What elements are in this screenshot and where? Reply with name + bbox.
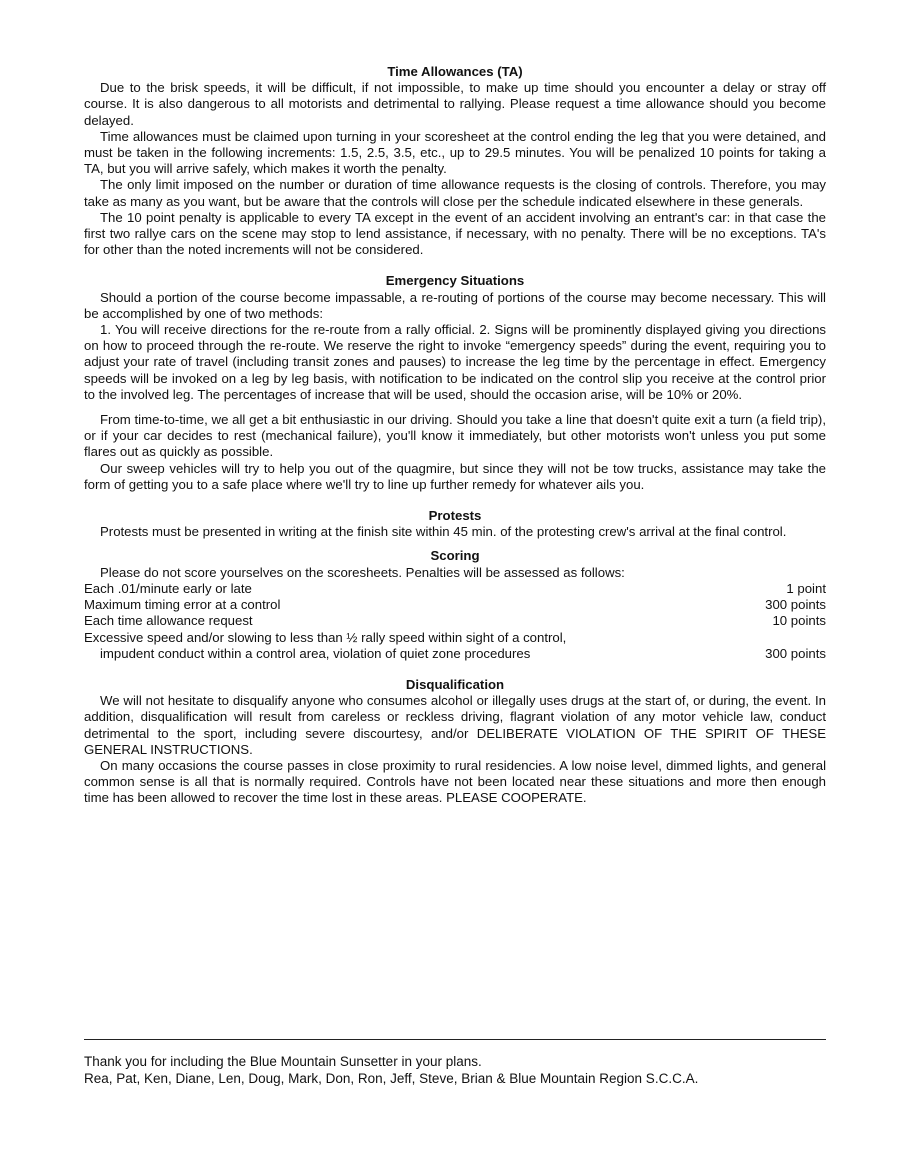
section-scoring <box>84 548 826 661</box>
penalty-row <box>84 581 826 597</box>
penalty-row <box>84 613 826 629</box>
paragraph: Should a portion of the course become impassable, a re-routing of portions of the course may become necessary. This will be accomplished by one of two methods: <box>84 289 826 321</box>
scoring-intro: Please do not score yourselves on the scoresheets. Penalties will be assessed as follows: <box>100 564 625 580</box>
section-time-allowances <box>84 64 826 258</box>
penalty-label-line: impudent conduct within a control area, violation of quiet zone procedures <box>100 645 531 661</box>
section-heading: Protests <box>428 508 482 524</box>
section-heading: Disqualification <box>405 676 505 692</box>
paragraph: On many occasions the course passes in close proximity to rural residencies. A low noise level, dimmed lights, and general common sense is all that is normally required. Controls have not been located near these situations and more then enough time has been allowed to recover the time lost in these areas. PLEASE COOPERATE. <box>84 757 826 806</box>
paragraph: 1. You will receive directions for the re-route from a rally official. 2. Signs will be prominently displayed giving you directions on how to proceed through the re-route. We reserve the right to invoke “emergency speeds” during the event, requiring you to adjust your rate of travel (including transit zones and pauses) to increase the leg time by the percentage in effect. Emergency speeds will be invoked on a leg by leg basis, with notification to be indicated on the control slip you receive at the control prior to the involved leg. The percentages of increase that will be used, should the occasion arise, will be 10% or 20%. <box>84 322 826 402</box>
penalty-points: 10 points <box>772 613 826 629</box>
footer <box>84 1053 844 1087</box>
penalty-points: 300 points <box>765 645 826 661</box>
footer-divider <box>84 1039 826 1040</box>
penalty-label <box>84 630 755 662</box>
paragraph: Time allowances must be claimed upon turning in your scoresheet at the control ending the leg that you were detained, and must be taken in the following increments: 1.5, 2.5, 3.5, etc., up to 29.5 minutes. You will be penalized 10 points for taking a TA, but you will arrive safely, which makes it worth the penalty. <box>84 128 826 177</box>
document-body <box>84 64 826 822</box>
section-heading: Time Allowances (TA) <box>387 64 523 79</box>
paragraph: The only limit imposed on the number or duration of time allowance requests is the closing of controls. Therefore, you may take as many as you want, but be aware that the controls will close per the schedule indicated elsewhere in these generals. <box>84 177 826 209</box>
penalty-label-line: Excessive speed and/or slowing to less than ½ rally speed within sight of a control, <box>84 629 567 645</box>
paragraph: Protests must be presented in writing at the finish site within 45 min. of the protesting crew's arrival at the final control. <box>100 524 787 540</box>
section-protests <box>84 508 826 540</box>
penalty-label: Each .01/minute early or late <box>84 580 252 596</box>
footer-credits: Rea, Pat, Ken, Diane, Len, Doug, Mark, Don, Ron, Jeff, Steve, Brian & Blue Mountain Region S.C.C.A. <box>84 1071 699 1086</box>
penalty-points: 1 point <box>786 580 826 596</box>
paragraph: Our sweep vehicles will try to help you out of the quagmire, but since they will not be tow trucks, assistance may take the form of getting you to a safe place where we'll try to line up further remedy for whatever ails you. <box>84 460 826 492</box>
paragraph: We will not hesitate to disqualify anyone who consumes alcohol or illegally uses drugs at the start of, or during, the event. In addition, disqualification will result from careless or reckless driving, flagrant violation of any motor vehicle law, conduct detrimental to the sport, including severe discourtesy, and/or DELIBERATE VIOLATION OF THE SPIRIT OF THESE GENERAL INSTRUCTIONS. <box>84 693 826 757</box>
section-emergency <box>84 273 826 493</box>
penalty-row <box>84 597 826 613</box>
penalty-label: Maximum timing error at a control <box>84 597 281 613</box>
footer-thanks: Thank you for including the Blue Mountain Sunsetter in your plans. <box>84 1054 482 1069</box>
paragraph: Due to the brisk speeds, it will be difficult, if not impossible, to make up time should you encounter a delay or stray off course. It is also dangerous to all motorists and detrimental to rallying. Please request a time allowance should you become delayed. <box>84 80 826 128</box>
penalty-label: Each time allowance request <box>84 613 253 629</box>
penalty-points: 300 points <box>765 597 826 613</box>
penalty-row <box>84 630 826 662</box>
section-heading: Emergency Situations <box>385 273 525 289</box>
section-disqualification <box>84 677 826 807</box>
section-heading: Scoring <box>430 548 480 564</box>
paragraph: The 10 point penalty is applicable to every TA except in the event of an accident involving an entrant's car: in that case the first two rallye cars on the scene may stop to lend assistance, if necessary, with no penalty. There will be no exceptions. TA's for other than the noted increments will not be considered. <box>84 209 826 258</box>
paragraph: From time-to-time, we all get a bit enthusiastic in our driving. Should you take a line that doesn't quite exit a turn (a field trip), or if your car decides to rest (mechanical failure), you'll know it immediately, but other motorists won't unless you put some flares out as quickly as possible. <box>84 412 826 460</box>
